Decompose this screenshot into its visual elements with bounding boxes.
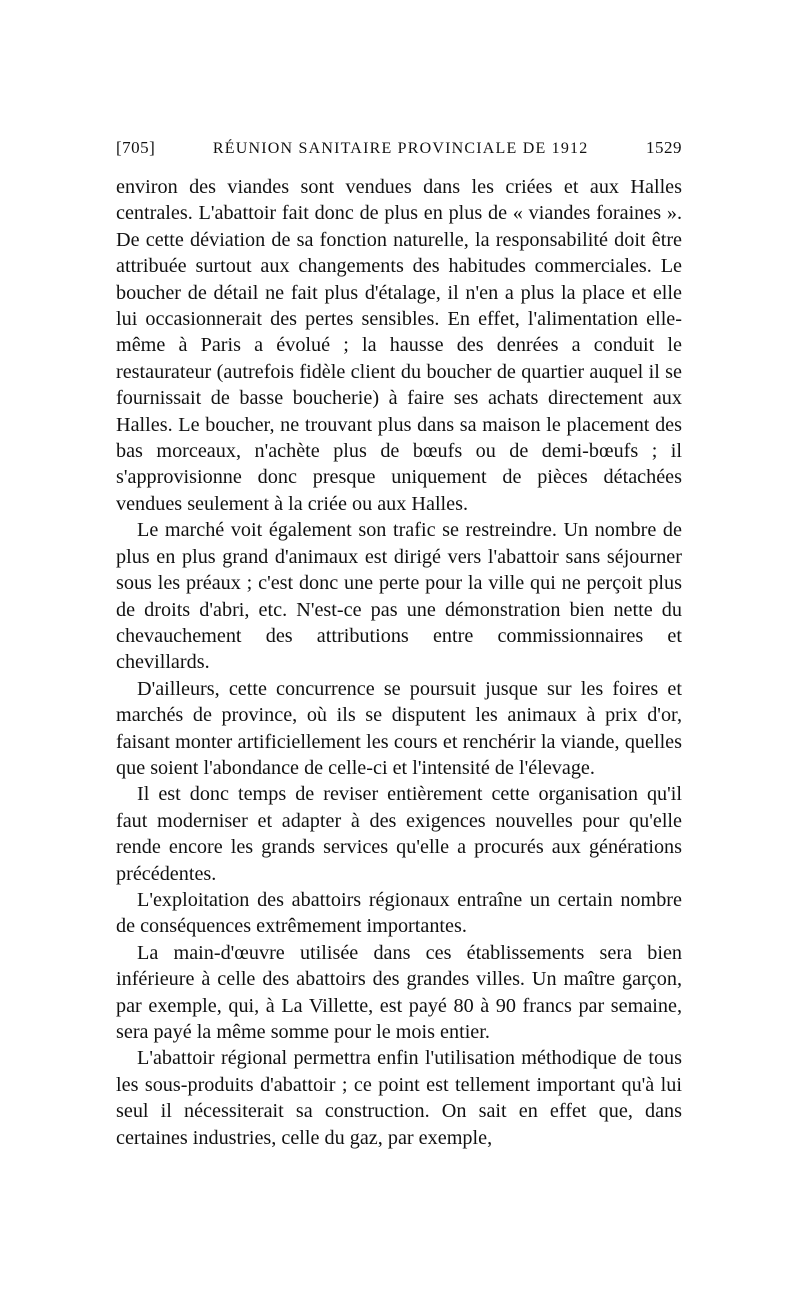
book-page <box>116 138 682 1151</box>
paragraph: L'exploitation des abattoirs régionaux entraîne un certain nombre de conséquences extrêmement importantes. <box>116 888 682 938</box>
paragraph: L'abattoir régional permettra enfin l'utilisation méthodique de tous les sous-produits d'abattoir ; ce point est tellement important qu'à lui seul il nécessiterait sa construction. On sait en effet que, dans certaines industries, celle du gaz, par exemple, <box>116 1047 682 1149</box>
running-head <box>116 138 682 158</box>
section-number: [705] <box>116 138 156 157</box>
paragraph: Le marché voit également son trafic se restreindre. Un nombre de plus en plus grand d'animaux est dirigé vers l'abattoir sans séjourner sous les préaux ; c'est donc une perte pour la ville qui ne perçoit plus de droits d'abri, etc. N'est-ce pas une démonstration bien nette du chevauchement des attributions entre commissionnaires et chevillards. <box>116 519 682 674</box>
paragraph: environ des viandes sont vendues dans les criées et aux Halles centrales. L'abattoir fait donc de plus en plus de « viandes foraines ». De cette déviation de sa fonction naturelle, la responsabilité doit être attribuée surtout aux changements des habitudes commerciales. Le boucher de détail ne fait plus d'étalage, il n'en a plus la place et elle lui occasionnerait des pertes sensibles. En effet, l'alimentation elle-même à Paris a évolué ; la hausse des denrées a conduit le restaurateur (autrefois fidèle client du boucher de quartier auquel il se fournissait de basse boucherie) à faire ses achats directement aux Halles. Le boucher, ne trouvant plus dans sa maison le placement des bas morceaux, n'achète plus de bœufs ou de demi-bœufs ; il s'approvisionne donc presque uniquement de pièces détachées vendues seulement à la criée ou aux Halles. <box>116 176 682 515</box>
paragraph: Il est donc temps de reviser entièrement cette organisation qu'il faut moderniser et adapter à des exigences nouvelles pour qu'elle rende encore les grands services qu'elle a procurés aux générations précédentes. <box>116 783 682 885</box>
paragraph: D'ailleurs, cette concurrence se poursuit jusque sur les foires et marchés de province, où ils se disputent les animaux à prix d'or, faisant monter artificiellement les cours et renchérir la viande, quelles que soient l'abondance de celle-ci et l'intensité de l'élevage. <box>116 677 682 779</box>
body-text <box>116 174 682 1151</box>
page-number: 1529 <box>646 138 682 157</box>
running-title: RÉUNION SANITAIRE PROVINCIALE DE 1912 <box>212 140 589 157</box>
paragraph: La main-d'œuvre utilisée dans ces établissements sera bien inférieure à celle des abattoirs des grandes villes. Un maître garçon, par exemple, qui, à La Villette, est payé 80 à 90 francs par semaine, sera payé la même somme pour le mois entier. <box>116 941 682 1043</box>
